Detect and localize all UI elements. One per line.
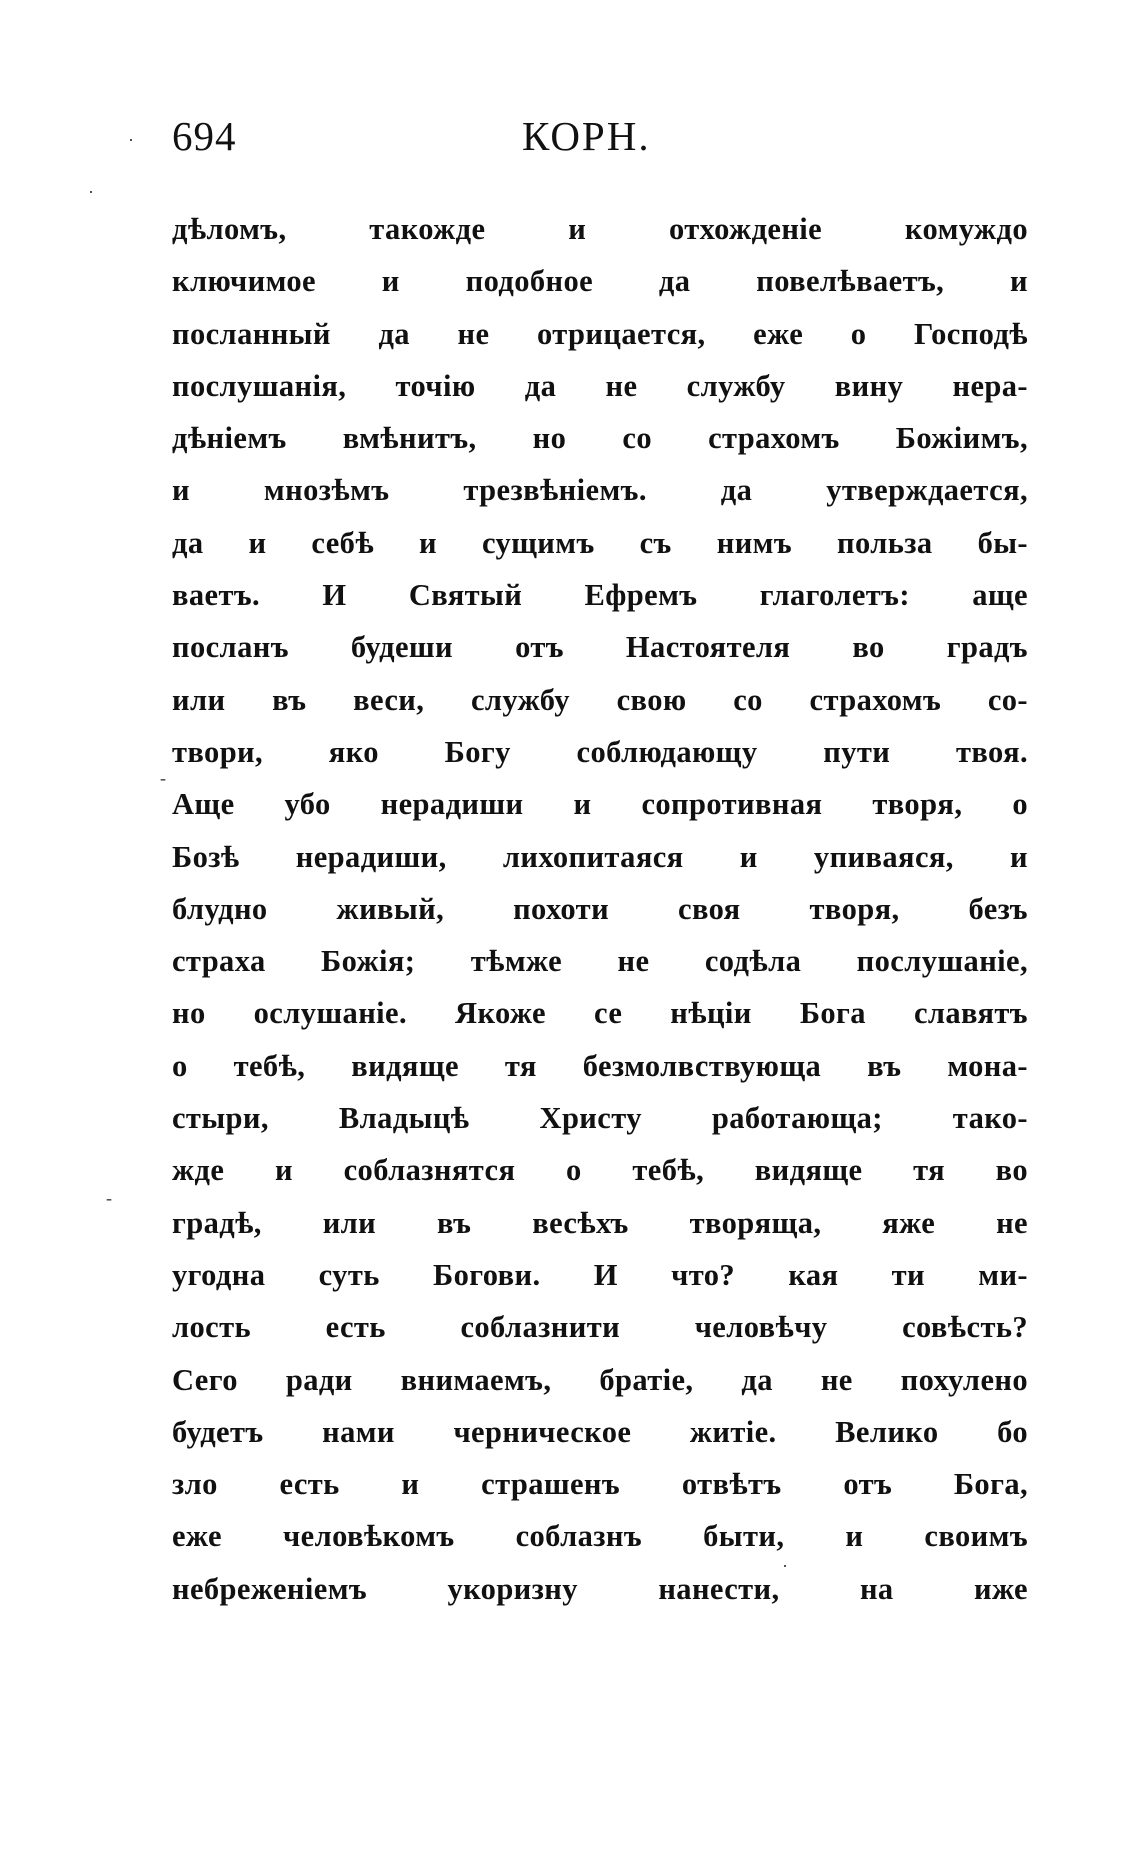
- text-line: ваетъ. И Святый Ефремъ глаголетъ: аще: [172, 578, 1028, 613]
- text-line: дѣніемъ вмѣнитъ, но со страхомъ Божіимъ,: [172, 421, 1028, 456]
- print-speck: -: [160, 768, 166, 788]
- text-line: небреженіемъ укоризну нанести, на иже: [172, 1571, 1028, 1606]
- text-line: будетъ нами черническое житіе. Велико бо: [172, 1414, 1028, 1449]
- running-head: КОРН.: [522, 113, 651, 159]
- text-line: блудно живый, похоти своя творя, безъ: [172, 891, 1028, 926]
- text-line: угодна суть Богови. И что? кая ти ми-: [172, 1257, 1028, 1292]
- text-line: послушанія, точію да не службу вину нера-: [172, 368, 1028, 403]
- text-line: или въ веси, службу свою со страхомъ со-: [172, 682, 1028, 717]
- text-line: страха Божія; тѣмже не содѣла послушаніе,: [172, 944, 1028, 979]
- text-line: еже человѣкомъ соблазнъ быти, и своимъ: [172, 1519, 1028, 1554]
- text-line: Бозѣ нерадиши, лихопитаяся и упиваяся, и: [172, 839, 1028, 874]
- text-line: Сего ради внимаемъ, братіе, да не похулено: [172, 1362, 1028, 1397]
- text-line: о тебѣ, видяще тя безмолвствующа въ мона-: [172, 1048, 1028, 1083]
- text-line: дѣломъ, такожде и отхожденіе комуждо: [172, 212, 1028, 246]
- text-line: стыри, Владыцѣ Христу работающа; тако-: [172, 1101, 1028, 1136]
- text-line: лость есть соблазнити человѣчу совѣсть?: [172, 1310, 1028, 1345]
- print-speck: ·: [782, 1556, 788, 1576]
- text-line: градѣ, или въ весѣхъ творяща, яже не: [172, 1205, 1028, 1240]
- text-line: да и себѣ и сущимъ съ нимъ польза бы-: [172, 525, 1028, 560]
- text-line: твори, яко Богу соблюдающу пути твоя.: [172, 734, 1028, 769]
- page-number: 694: [172, 113, 237, 159]
- page-header: [172, 112, 1012, 172]
- text-line: жде и соблазнятся о тебѣ, видяще тя во: [172, 1153, 1028, 1188]
- text-line: Аще убо нерадиши и сопротивная творя, о: [172, 787, 1028, 822]
- text-line: посланный да не отрицается, еже о Господѣ: [172, 316, 1028, 351]
- print-speck: ·: [128, 130, 134, 150]
- text-line: ключимое и подобное да повелѣваетъ, и: [172, 264, 1028, 299]
- text-line: зло есть и страшенъ отвѣтъ отъ Бога,: [172, 1467, 1028, 1502]
- text-line: и мнозѣмъ трезвѣніемъ. да утверждается,: [172, 473, 1028, 508]
- body-text: [172, 203, 1028, 1615]
- print-speck: ·: [88, 182, 94, 202]
- print-speck: -: [106, 1188, 112, 1208]
- text-line: посланъ будеши отъ Настоятеля во градъ: [172, 630, 1028, 665]
- text-line: но ослушаніе. Якоже се нѣціи Бога славятъ: [172, 996, 1028, 1031]
